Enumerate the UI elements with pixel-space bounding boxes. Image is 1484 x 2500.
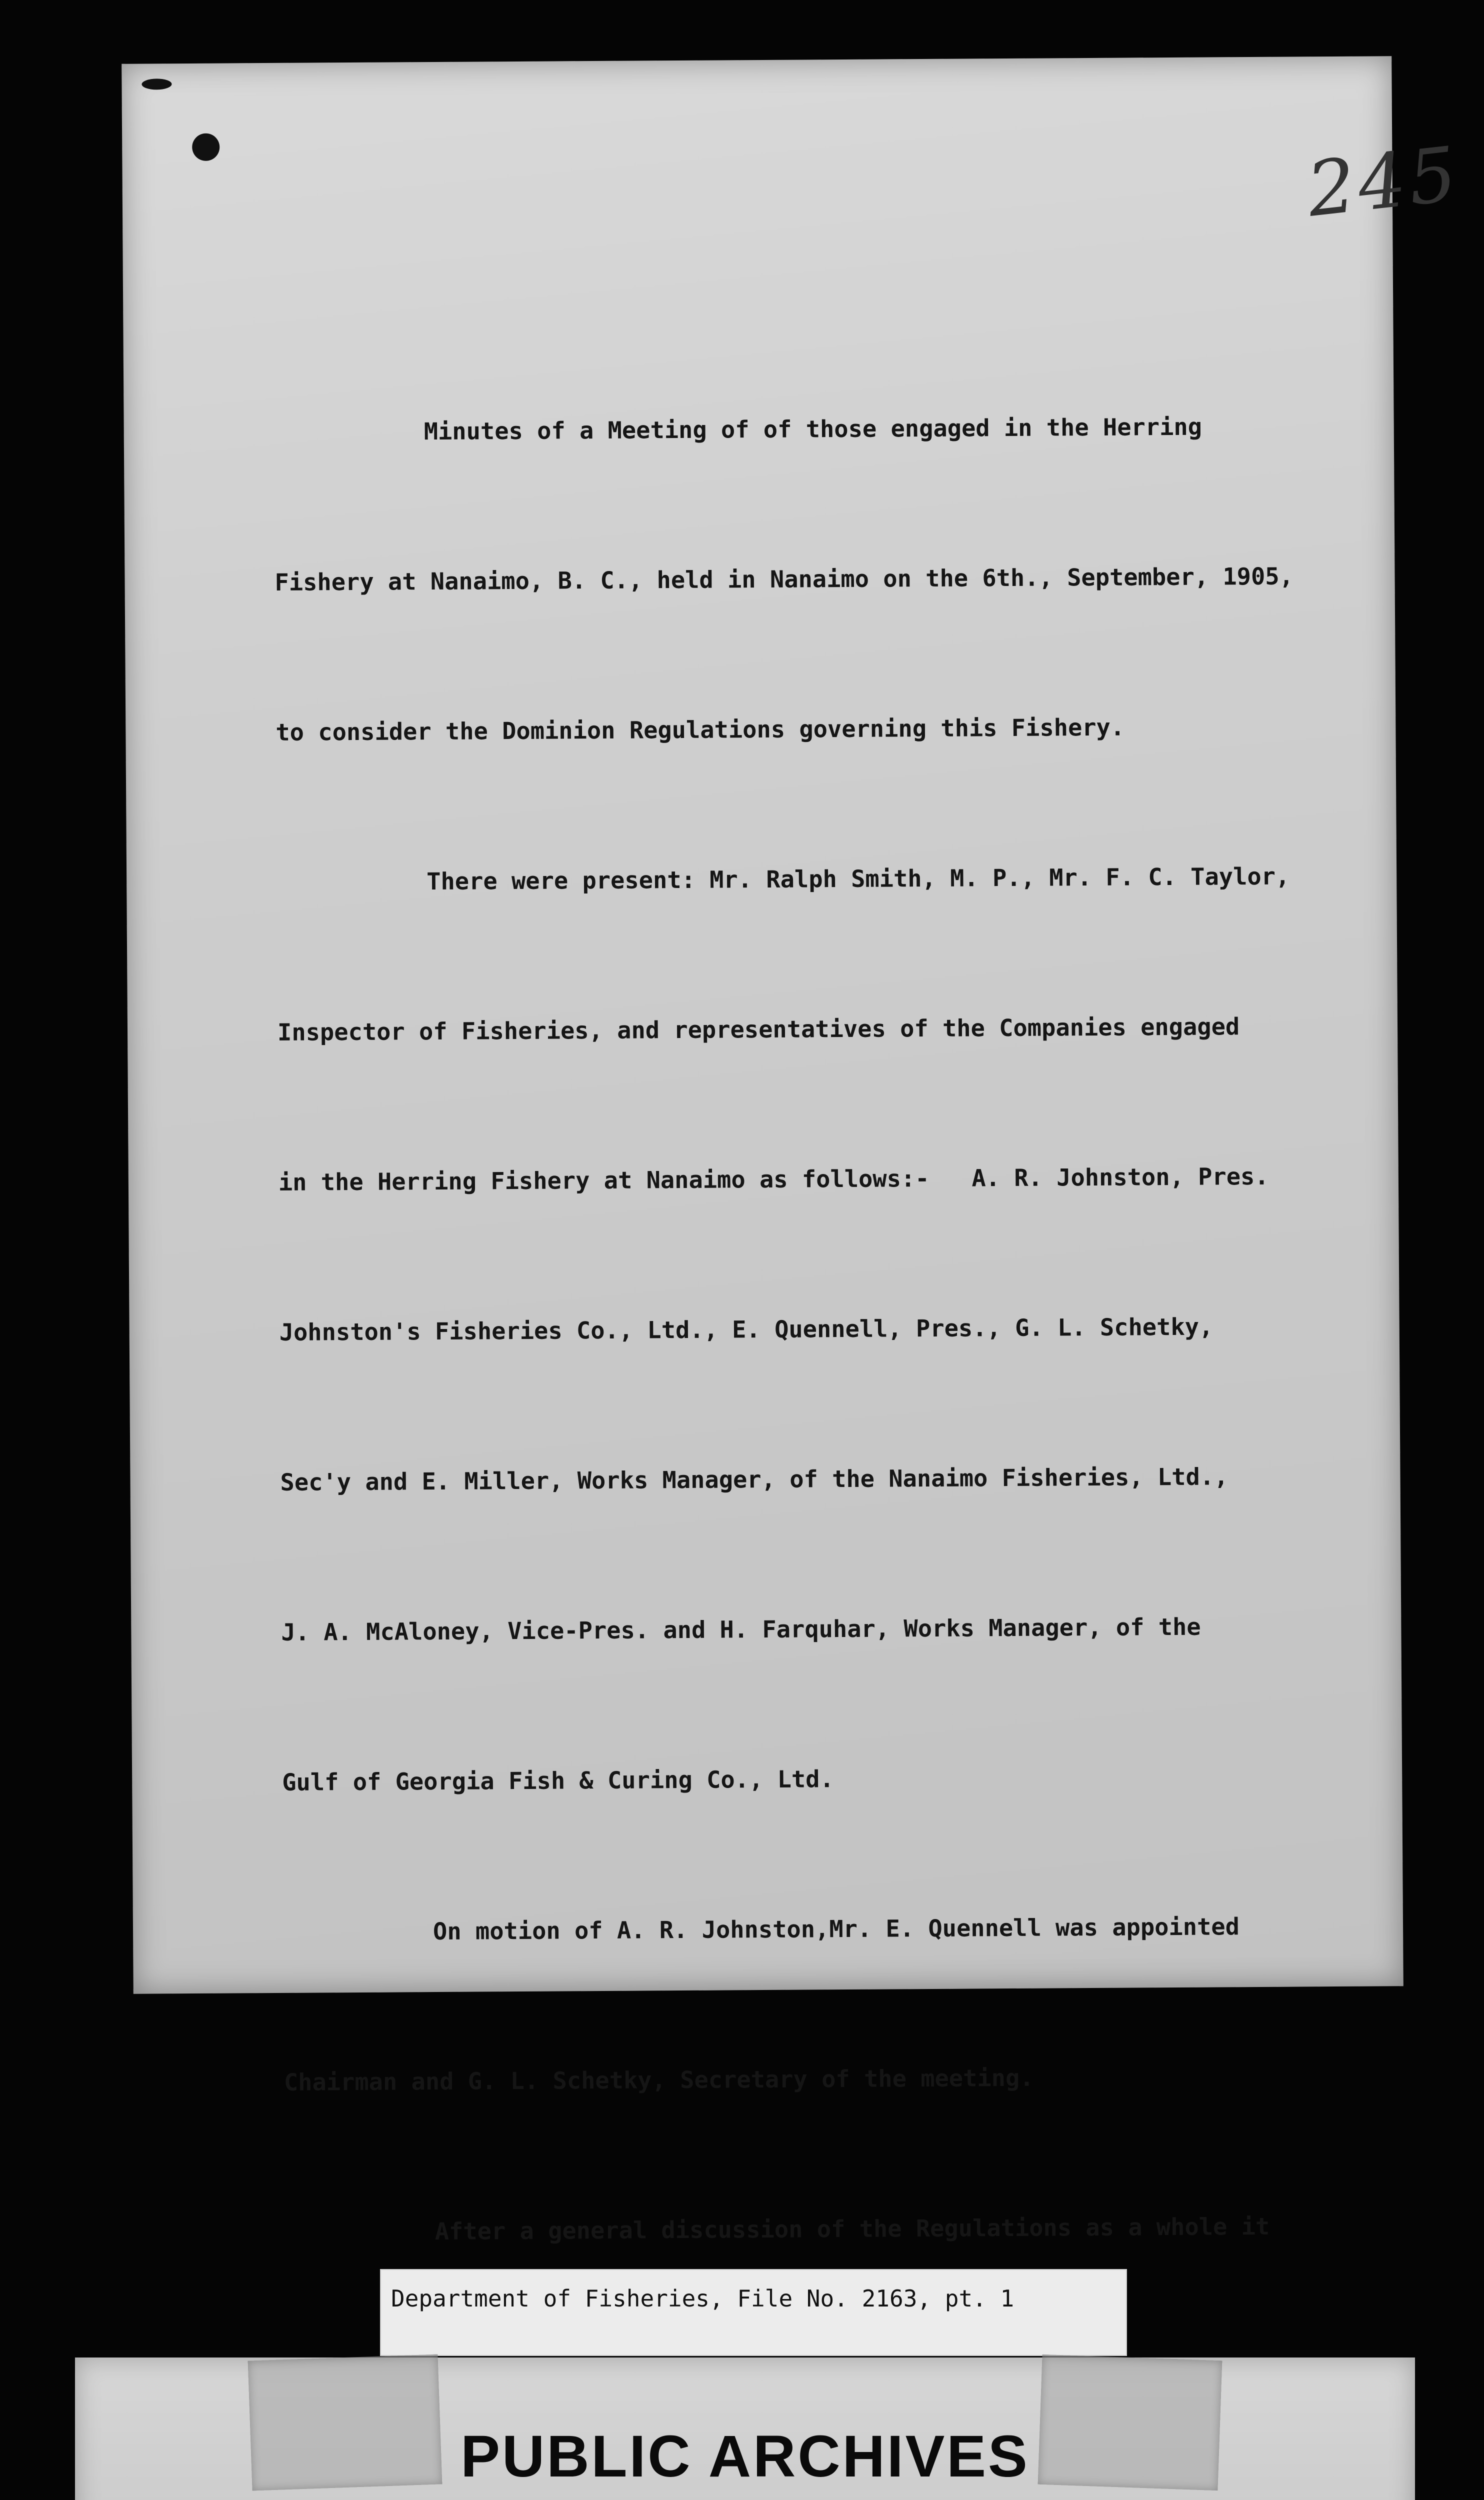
file-label — [381, 2270, 1126, 2355]
text-line: Gulf of Georgia Fish & Curing Co., Ltd. — [282, 1766, 834, 1796]
text-line: Chairman and G. L. Schetky, Secretary of the meeting. — [284, 2064, 1034, 2096]
text-line: to consider the Dominion Regulations governing this Fishery. — [276, 714, 1125, 746]
file-label-text: Department of Fisheries, File No. 2163, pt. 1 — [391, 2285, 1014, 2312]
text-line: Sec'y and E. Miller, Works Manager, of the Nanaimo Fisheries, Ltd., — [280, 1463, 1228, 1496]
text-line: Inspector of Fisheries, and representatives of the Companies engaged — [277, 1013, 1240, 1046]
text-line: in the Herring Fishery at Nanaimo as follows:- A. R. Johnston, Pres. — [278, 1162, 1269, 1196]
text-line: Johnston's Fisheries Co., Ltd., E. Quennell, Pres., G. L. Schetky, — [279, 1313, 1214, 1346]
punch-hole — [142, 78, 172, 90]
punch-hole — [192, 134, 220, 161]
text-line: Minutes of a Meeting of of those engaged in the Herring — [424, 413, 1202, 446]
minutes-text — [273, 302, 1396, 2500]
archive-banner — [75, 2358, 1415, 2500]
text-line: Fishery at Nanaimo, B. C., held in Nanaimo on the 6th., September, 1905, — [274, 562, 1294, 596]
text-line: J. A. McAloney, Vice-Pres. and H. Farquhar, Works Manager, of the — [281, 1613, 1201, 1646]
document-page — [122, 56, 1464, 2246]
text-line: On motion of A. R. Johnston,Mr. E. Quennell was appointed — [432, 1913, 1240, 1946]
page-number: 245 — [1303, 130, 1464, 234]
archive-title-en: PUBLIC ARCHIVES — [460, 2424, 1030, 2490]
text-line: After a general discussion of the Regulations as a whole it — [434, 2212, 1270, 2246]
text-line: There were present: Mr. Ralph Smith, M. P., Mr. F. C. Taylor, — [426, 862, 1290, 896]
